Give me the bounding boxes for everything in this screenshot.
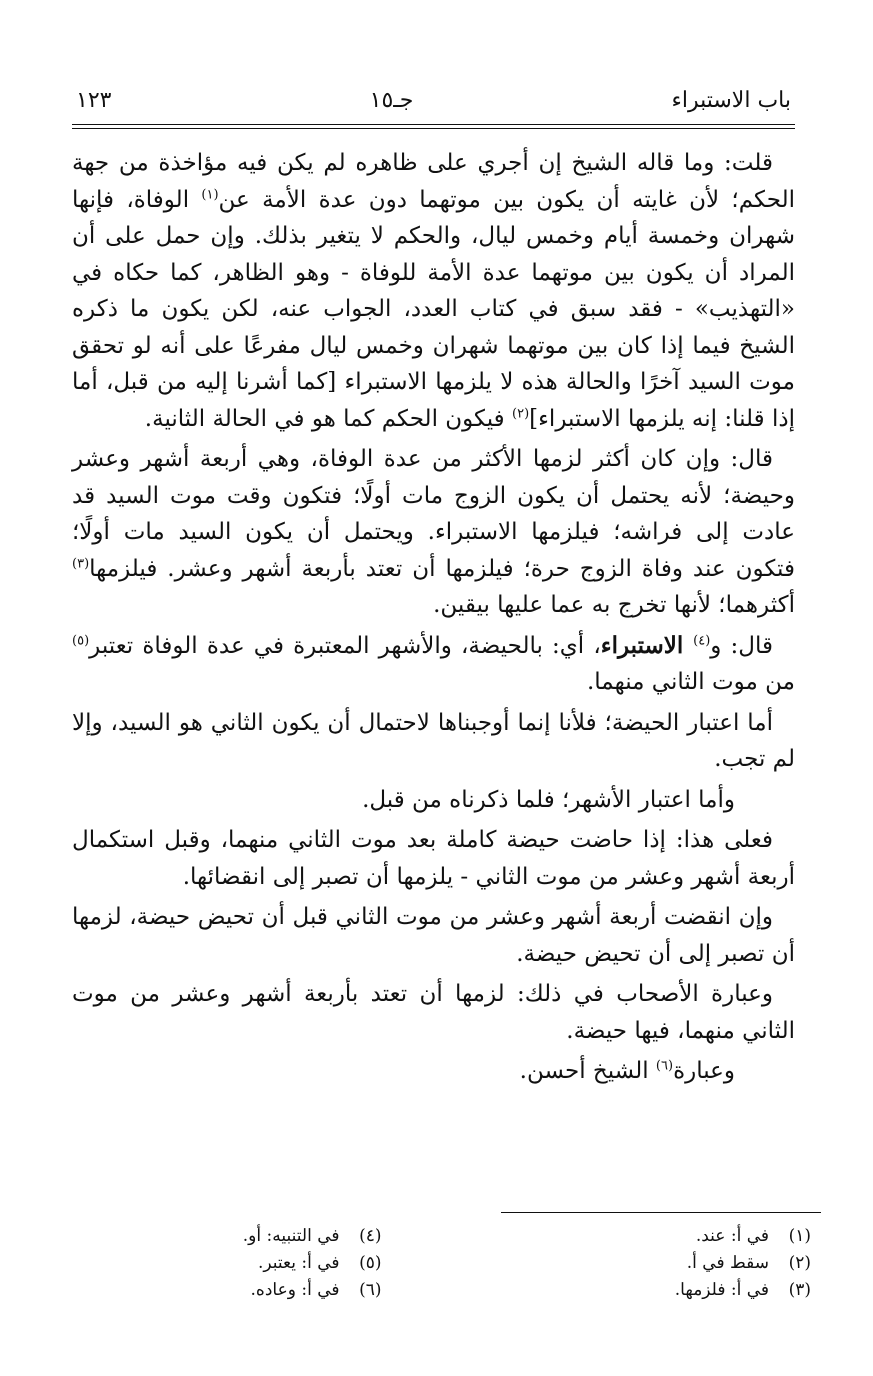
footnote-column-left — [72, 1223, 502, 1304]
footnote-ref-4[interactable]: (٤) — [693, 632, 711, 648]
page-number: ١٢٣ — [76, 88, 112, 113]
running-header — [72, 86, 795, 116]
footnotes-section — [72, 1212, 821, 1304]
footnote-ref-1[interactable]: (١) — [201, 186, 219, 202]
footnote-6: (٦)في أ: وعاده. — [250, 1280, 382, 1300]
footnote-ref-2[interactable]: (٢) — [512, 405, 530, 421]
paragraph-2: قال: وإن كان أكثر لزمها الأكثر من عدة الوفاة، وهي أربعة أشهر وعشر وحيضة؛ لأنه يحتمل أن يكون الزوج مات أولًا؛ فتكون وقت موت السيد قد عادت إلى فراشه؛ فيلزمها الاستبراء. ويحتمل أن يكون السيد مات أولًا؛ فتكون عند وفاة الزوج حرة؛ فيلزمها أن تعتد بأربعة أشهر وعشر. فيلزمها$^{(٣)}$ أكثرهما؛ لأنها تخرج به عما عليها بيقين. — [72, 446, 795, 618]
header-rule-top — [72, 124, 795, 125]
footnote-ref-5[interactable]: (٥) — [72, 632, 90, 648]
footnote-ref-3[interactable]: (٣) — [72, 555, 90, 571]
paragraph-3: قال: و$^{(٤)}$ الاستبراء، أي: بالحيضة، والأشهر المعتبرة في عدة الوفاة تعتبر$^{(٥)}$ من موت الثاني منهما. — [72, 631, 795, 695]
main-text — [72, 145, 795, 1090]
paragraph-1: قلت: وما قاله الشيخ إن أجري على ظاهره لم يكن فيه مؤاخذة من جهة الحكم؛ لأن غايته أن يكون بين موتهما دون عدة الأمة عن$^{(١)}$ الوفاة، فإنها شهران وخمسة أيام وخمس ليال، والحكم لا يتغير بذلك. وإن حمل على أن المراد أن يكون بين موتهما عدة الأمة للوفاة - وهو الظاهر، كما حكاه في «التهذيب» - فقد سبق في كتاب العدد، الجواب عنه، لكن يكون ما ذكره الشيخ فيما إذا كان بين موتهما شهران وخمس ليال مفرعًا على أنه لو تحقق موت السيد آخرًا والحالة هذه لا يلزمها الاستبراء [كما أشرنا إليه من قبل، أما إذا قلنا: إنه يلزمها الاستبراء]$^{(٢)}$ فيكون الحكم كما هو في الحالة الثانية. — [72, 150, 795, 432]
paragraph-5: وأما اعتبار الأشهر؛ فلما ذكرناه من قبل. — [362, 786, 735, 813]
keyword-istibra: الاستبراء — [600, 631, 694, 659]
paragraph-4: أما اعتبار الحيضة؛ فلأنا إنما أوجبناها لاحتمال أن يكون الثاني هو السيد، وإلا لم تجب. — [72, 709, 795, 772]
footnote-3: (٣)في أ: فلزمها. — [674, 1280, 811, 1300]
paragraph-8: وعبارة الأصحاب في ذلك: لزمها أن تعتد بأربعة أشهر وعشر من موت الثاني منهما، فيها حيضة. — [72, 981, 795, 1044]
paragraph-9: وعبارة$^{(٦)}$ الشيخ أحسن. — [519, 1058, 735, 1084]
footnote-5: (٥)في أ: يعتبر. — [257, 1253, 382, 1273]
chapter-title: باب الاستبراء — [671, 88, 791, 113]
volume-label: جـ١٥ — [369, 88, 414, 113]
footnote-4: (٤)في التنبيه: أو. — [242, 1226, 382, 1246]
footnote-rule — [501, 1212, 821, 1213]
paragraph-6: فعلى هذا: إذا حاضت حيضة كاملة بعد موت الثاني منهما، وقبل استكمال أربعة أشهر وعشر من موت الثاني - يلزمها أن تصبر إلى انقضائها. — [72, 827, 795, 890]
footnote-2: (٢)سقط في أ. — [686, 1253, 811, 1273]
paragraph-7: وإن انقضت أربعة أشهر وعشر من موت الثاني قبل أن تحيض حيضة، لزمها أن تصبر إلى أن تحيض حيضة. — [72, 904, 795, 967]
header-rule-bottom — [72, 128, 795, 129]
footnote-ref-6[interactable]: (٦) — [655, 1058, 674, 1074]
footnote-1: (١)في أ: عند. — [695, 1226, 811, 1246]
footnote-column-right — [502, 1223, 822, 1304]
footnote-columns — [72, 1223, 821, 1304]
